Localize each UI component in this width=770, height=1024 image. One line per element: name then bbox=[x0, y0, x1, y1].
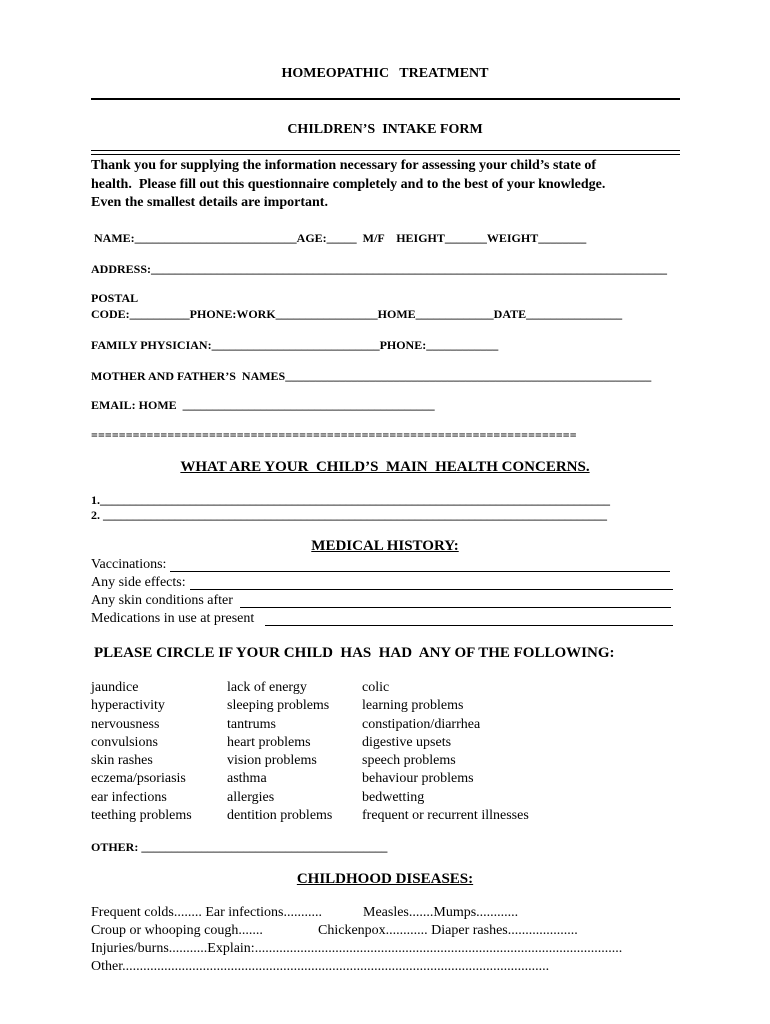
condition-option[interactable]: tantrums bbox=[227, 716, 276, 732]
medications-label: Medications in use at present bbox=[91, 611, 255, 626]
address-field[interactable]: ADDRESS:______________________________________________________________________________________ bbox=[91, 262, 668, 276]
condition-option[interactable]: constipation/diarrhea bbox=[362, 716, 481, 732]
diseases-line-1b[interactable]: Measles.......Mumps............ bbox=[363, 905, 519, 920]
condition-option[interactable]: hyperactivity bbox=[91, 698, 165, 714]
condition-option[interactable]: dentition problems bbox=[227, 808, 333, 824]
name-age-height-weight-fields[interactable]: NAME:___________________________AGE:_____ M/F HEIGHT_______WEIGHT________ bbox=[91, 231, 587, 245]
title-divider bbox=[91, 98, 680, 100]
concern-item-1[interactable]: 1._____________________________________________________________________________________ bbox=[91, 493, 610, 507]
condition-option[interactable]: lack of energy bbox=[227, 680, 307, 695]
condition-option[interactable]: behaviour problems bbox=[362, 771, 474, 787]
vaccinations-label: Vaccinations: bbox=[91, 557, 167, 572]
skin-conditions-line[interactable] bbox=[240, 607, 671, 608]
skin-conditions-label: Any skin conditions after bbox=[91, 593, 233, 608]
intro-line-3: Even the smallest details are important. bbox=[91, 195, 328, 210]
condition-option[interactable]: jaundice bbox=[91, 680, 139, 695]
form-subtitle: CHILDREN’S INTAKE FORM bbox=[287, 122, 483, 137]
condition-option[interactable]: digestive upsets bbox=[362, 734, 452, 750]
condition-option[interactable]: heart problems bbox=[227, 734, 311, 750]
subtitle-divider-top bbox=[91, 150, 680, 151]
condition-option[interactable]: colic bbox=[362, 680, 390, 695]
condition-option[interactable]: ear infections bbox=[91, 789, 167, 805]
condition-option[interactable]: speech problems bbox=[362, 753, 456, 769]
postal-phone-home-date-fields[interactable]: CODE:__________PHONE:WORK_________________HOME_____________DATE________________ bbox=[91, 307, 623, 321]
medical-history-heading: MEDICAL HISTORY: bbox=[311, 538, 459, 554]
side-effects-line[interactable] bbox=[190, 589, 673, 590]
condition-option[interactable]: bedwetting bbox=[362, 789, 425, 805]
condition-option[interactable]: skin rashes bbox=[91, 753, 153, 769]
condition-option[interactable]: frequent or recurrent illnesses bbox=[362, 808, 529, 824]
condition-option[interactable]: sleeping problems bbox=[227, 698, 330, 714]
parents-names-field[interactable]: MOTHER AND FATHER’S NAMES_____________________________________________________________ bbox=[91, 369, 652, 383]
email-field[interactable]: EMAIL: HOME __________________________________________ bbox=[91, 398, 435, 412]
condition-option[interactable]: asthma bbox=[227, 771, 267, 787]
diseases-line-2b[interactable]: Chickenpox............ Diaper rashes.................... bbox=[318, 923, 578, 938]
circle-heading: PLEASE CIRCLE IF YOUR CHILD HAS HAD ANY OF THE FOLLOWING: bbox=[94, 645, 615, 661]
injuries-explain-line[interactable]: Injuries/burns...........Explain:......................................................................................................... bbox=[91, 941, 623, 956]
childhood-diseases-heading: CHILDHOOD DISEASES: bbox=[296, 871, 474, 887]
vaccinations-line[interactable] bbox=[170, 571, 670, 572]
intro-line-1: Thank you for supplying the information necessary for assessing your child’s state of bbox=[91, 158, 597, 173]
other-diseases-line[interactable]: Other.......................................................................................................................... bbox=[91, 959, 550, 974]
intro-line-2: health. Please fill out this questionnaire completely and to the best of your knowledge. bbox=[91, 177, 606, 192]
condition-option[interactable]: learning problems bbox=[362, 698, 464, 714]
diseases-line-1a[interactable]: Frequent colds........ Ear infections........... bbox=[91, 905, 322, 920]
condition-option[interactable]: eczema/psoriasis bbox=[91, 771, 186, 787]
condition-option[interactable]: teething problems bbox=[91, 808, 192, 824]
condition-option[interactable]: allergies bbox=[227, 789, 275, 805]
form-title: HOMEOPATHIC TREATMENT bbox=[281, 66, 489, 81]
condition-column-2 bbox=[227, 679, 332, 825]
concern-item-2[interactable]: 2. ____________________________________________________________________________________ bbox=[91, 508, 607, 522]
medications-line[interactable] bbox=[265, 625, 673, 626]
condition-option[interactable]: convulsions bbox=[91, 734, 158, 750]
postal-label: POSTAL bbox=[91, 291, 139, 305]
condition-option[interactable]: vision problems bbox=[227, 753, 317, 769]
diseases-line-2a[interactable]: Croup or whooping cough....... bbox=[91, 923, 263, 938]
concerns-heading: WHAT ARE YOUR CHILD’S MAIN HEALTH CONCERNS. bbox=[180, 459, 590, 475]
family-physician-field[interactable]: FAMILY PHYSICIAN:____________________________PHONE:____________ bbox=[91, 338, 499, 352]
condition-column-1 bbox=[91, 679, 192, 825]
side-effects-label: Any side effects: bbox=[91, 575, 186, 590]
other-conditions-field[interactable]: OTHER: _________________________________________ bbox=[91, 840, 388, 854]
subtitle-divider-bottom bbox=[91, 154, 680, 155]
section-separator: ====================================================================== bbox=[91, 428, 577, 442]
condition-column-3 bbox=[362, 679, 529, 825]
condition-option[interactable]: nervousness bbox=[91, 716, 160, 732]
